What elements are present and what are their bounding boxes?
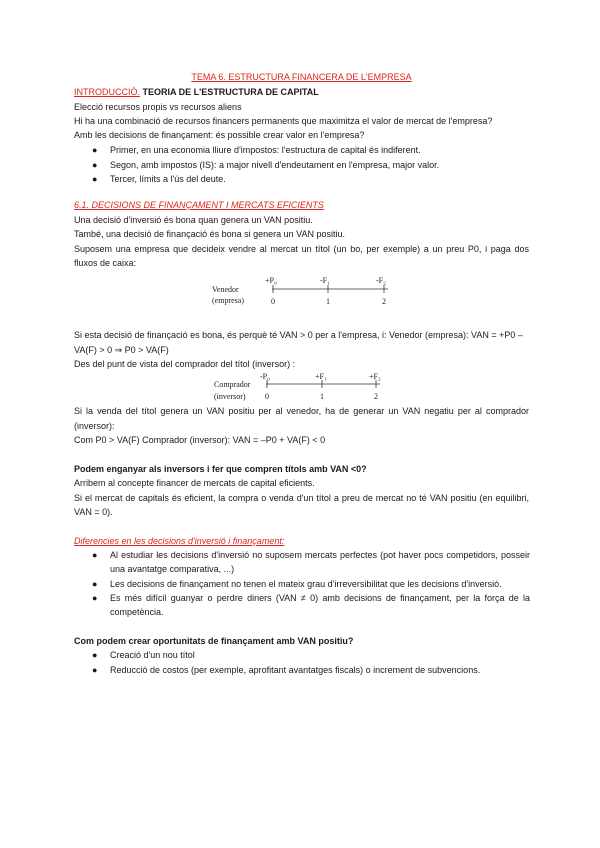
differences-heading: Diferencies en les decisions d'inversió i finançament: [74, 536, 285, 546]
bullet-icon: ● [92, 579, 98, 589]
q1-paragraph-2a: Si el mercat de capitals és eficient, la compra o venda d'un títol a preu de mercat no té VAN positiu (en equilibri, [74, 493, 529, 503]
document-title: TEMA 6. ESTRUCTURA FINANCERA DE L'EMPRESA [191, 72, 412, 82]
buyer-cashflow-diagram [210, 370, 390, 404]
diffs-bullet-2: Les decisions de finançament no tenen el mateix grau d'irreversibilitat que les decisions d'inversió. [110, 579, 502, 589]
intro-bullet-2: Segon, amb impostos (IS): a major nivell d'endeutament en l'empresa, major valor. [110, 160, 440, 170]
buyer-time-2: 2 [374, 392, 378, 401]
intro-bullet-1: Primer, en una economia lliure d'impostos: l'estructura de capital és indiferent. [110, 145, 421, 155]
bullet-icon: ● [92, 650, 98, 660]
s61-paragraph-5: Des del punt de vista del comprador del títol (inversor) : [74, 359, 296, 369]
buyer-time-0: 0 [265, 392, 269, 401]
seller-flow-0: +P₀ [265, 276, 277, 285]
s61-paragraph-6a: Si la venda del títol genera un VAN positiu per al venedor, ha de generar un VAN negatiu per al comprador [74, 406, 529, 416]
seller-flow-2: -F₂ [376, 276, 386, 285]
s61-paragraph-3a: Suposem una empresa que decideix vendre al mercat un títol (un bo, per exemple) a un preu P0, i paga dos [74, 244, 529, 254]
q1-paragraph-2b: VAN = 0). [74, 507, 113, 517]
s61-paragraph-3b: fluxos de caixa: [74, 258, 137, 268]
seller-time-2: 2 [382, 297, 386, 306]
s61-paragraph-4b: VA(F) > 0 ⇒ P0 > VA(F) [74, 345, 169, 355]
seller-time-1: 1 [326, 297, 330, 306]
s61-paragraph-2: També, una decisió de finançació és bona si genera un VAN positiu. [74, 229, 346, 239]
intro-heading [74, 86, 529, 98]
buyer-flow-2: +F₂ [369, 372, 381, 381]
s61-paragraph-6b: (inversor): [74, 421, 115, 431]
buyer-label-line1: Comprador [214, 380, 251, 389]
seller-label-line1: Venedor [212, 285, 239, 294]
diffs-bullet-3b: competència. [110, 607, 164, 617]
diffs-bullet-1b: una avantatge comparativa, ...) [110, 564, 235, 574]
seller-label-line2: (empresa) [212, 296, 244, 305]
buyer-time-1: 1 [320, 392, 324, 401]
q2-bullet-1: Creació d'un nou títol [110, 650, 195, 660]
buyer-flow-0: -P₀ [260, 372, 270, 381]
s61-paragraph-4a: Si esta decisió de finançació es bona, és perquè té VAN > 0 per a l'empresa, i: Venedor (empresa): VAN = +P0 – [74, 330, 523, 340]
s61-paragraph-7: Com P0 > VA(F) Comprador (inversor): VAN = –P0 + VA(F) < 0 [74, 435, 326, 445]
bullet-icon: ● [92, 174, 98, 184]
bullet-icon: ● [92, 593, 98, 603]
buyer-label-line2: (inversor) [214, 392, 246, 401]
seller-flow-1: -F₁ [320, 276, 330, 285]
intro-bullet-3: Tercer, límits a l'ús del deute. [110, 174, 226, 184]
bullet-icon: ● [92, 550, 98, 560]
s61-paragraph-1: Una decisió d'inversió és bona quan genera un VAN positiu. [74, 215, 313, 225]
intro-paragraph-3: Amb les decisions de finançament: és possible crear valor en l'empresa? [74, 130, 365, 140]
question-1-heading: Podem enganyar als inversors i fer que compren títols amb VAN <0? [74, 464, 367, 474]
q1-paragraph-1: Arribem al concepte financer de mercats de capital eficients. [74, 478, 315, 488]
diffs-bullet-3a: Es més difícil guanyar o perdre diners (VAN ≠ 0) amb decisions de finançament, per la força de la [110, 593, 530, 603]
intro-heading-rest: TEORIA DE L'ESTRUCTURA DE CAPITAL [140, 87, 319, 97]
seller-time-0: 0 [271, 297, 275, 306]
diffs-bullet-1a: Al estudiar les decisions d'inversió no suposem mercats perfectes (pot haver pocs competidors, posseir [110, 550, 530, 560]
q2-bullet-2: Reducció de costos (per exemple, aprofitant avantatges fiscals) o increment de subvencions. [110, 665, 481, 675]
bullet-icon: ● [92, 665, 98, 675]
intro-paragraph-2: Hi ha una combinació de recursos financers permanents que maximitza el valor de mercat de l'empresa? [74, 116, 493, 126]
bullet-icon: ● [92, 160, 98, 170]
intro-paragraph-1: Elecció recursos propis vs recursos aliens [74, 102, 242, 112]
bullet-icon: ● [92, 145, 98, 155]
seller-cashflow-diagram [210, 272, 400, 312]
section-6-1-heading: 6.1. DECISIONS DE FINANÇAMENT I MERCATS EFICIENTS [74, 200, 324, 210]
buyer-flow-1: +F₁ [315, 372, 327, 381]
intro-heading-prefix: INTRODUCCIÓ. [74, 87, 140, 97]
question-2-heading: Com podem crear oportunitats de finançament amb VAN positiu? [74, 636, 354, 646]
